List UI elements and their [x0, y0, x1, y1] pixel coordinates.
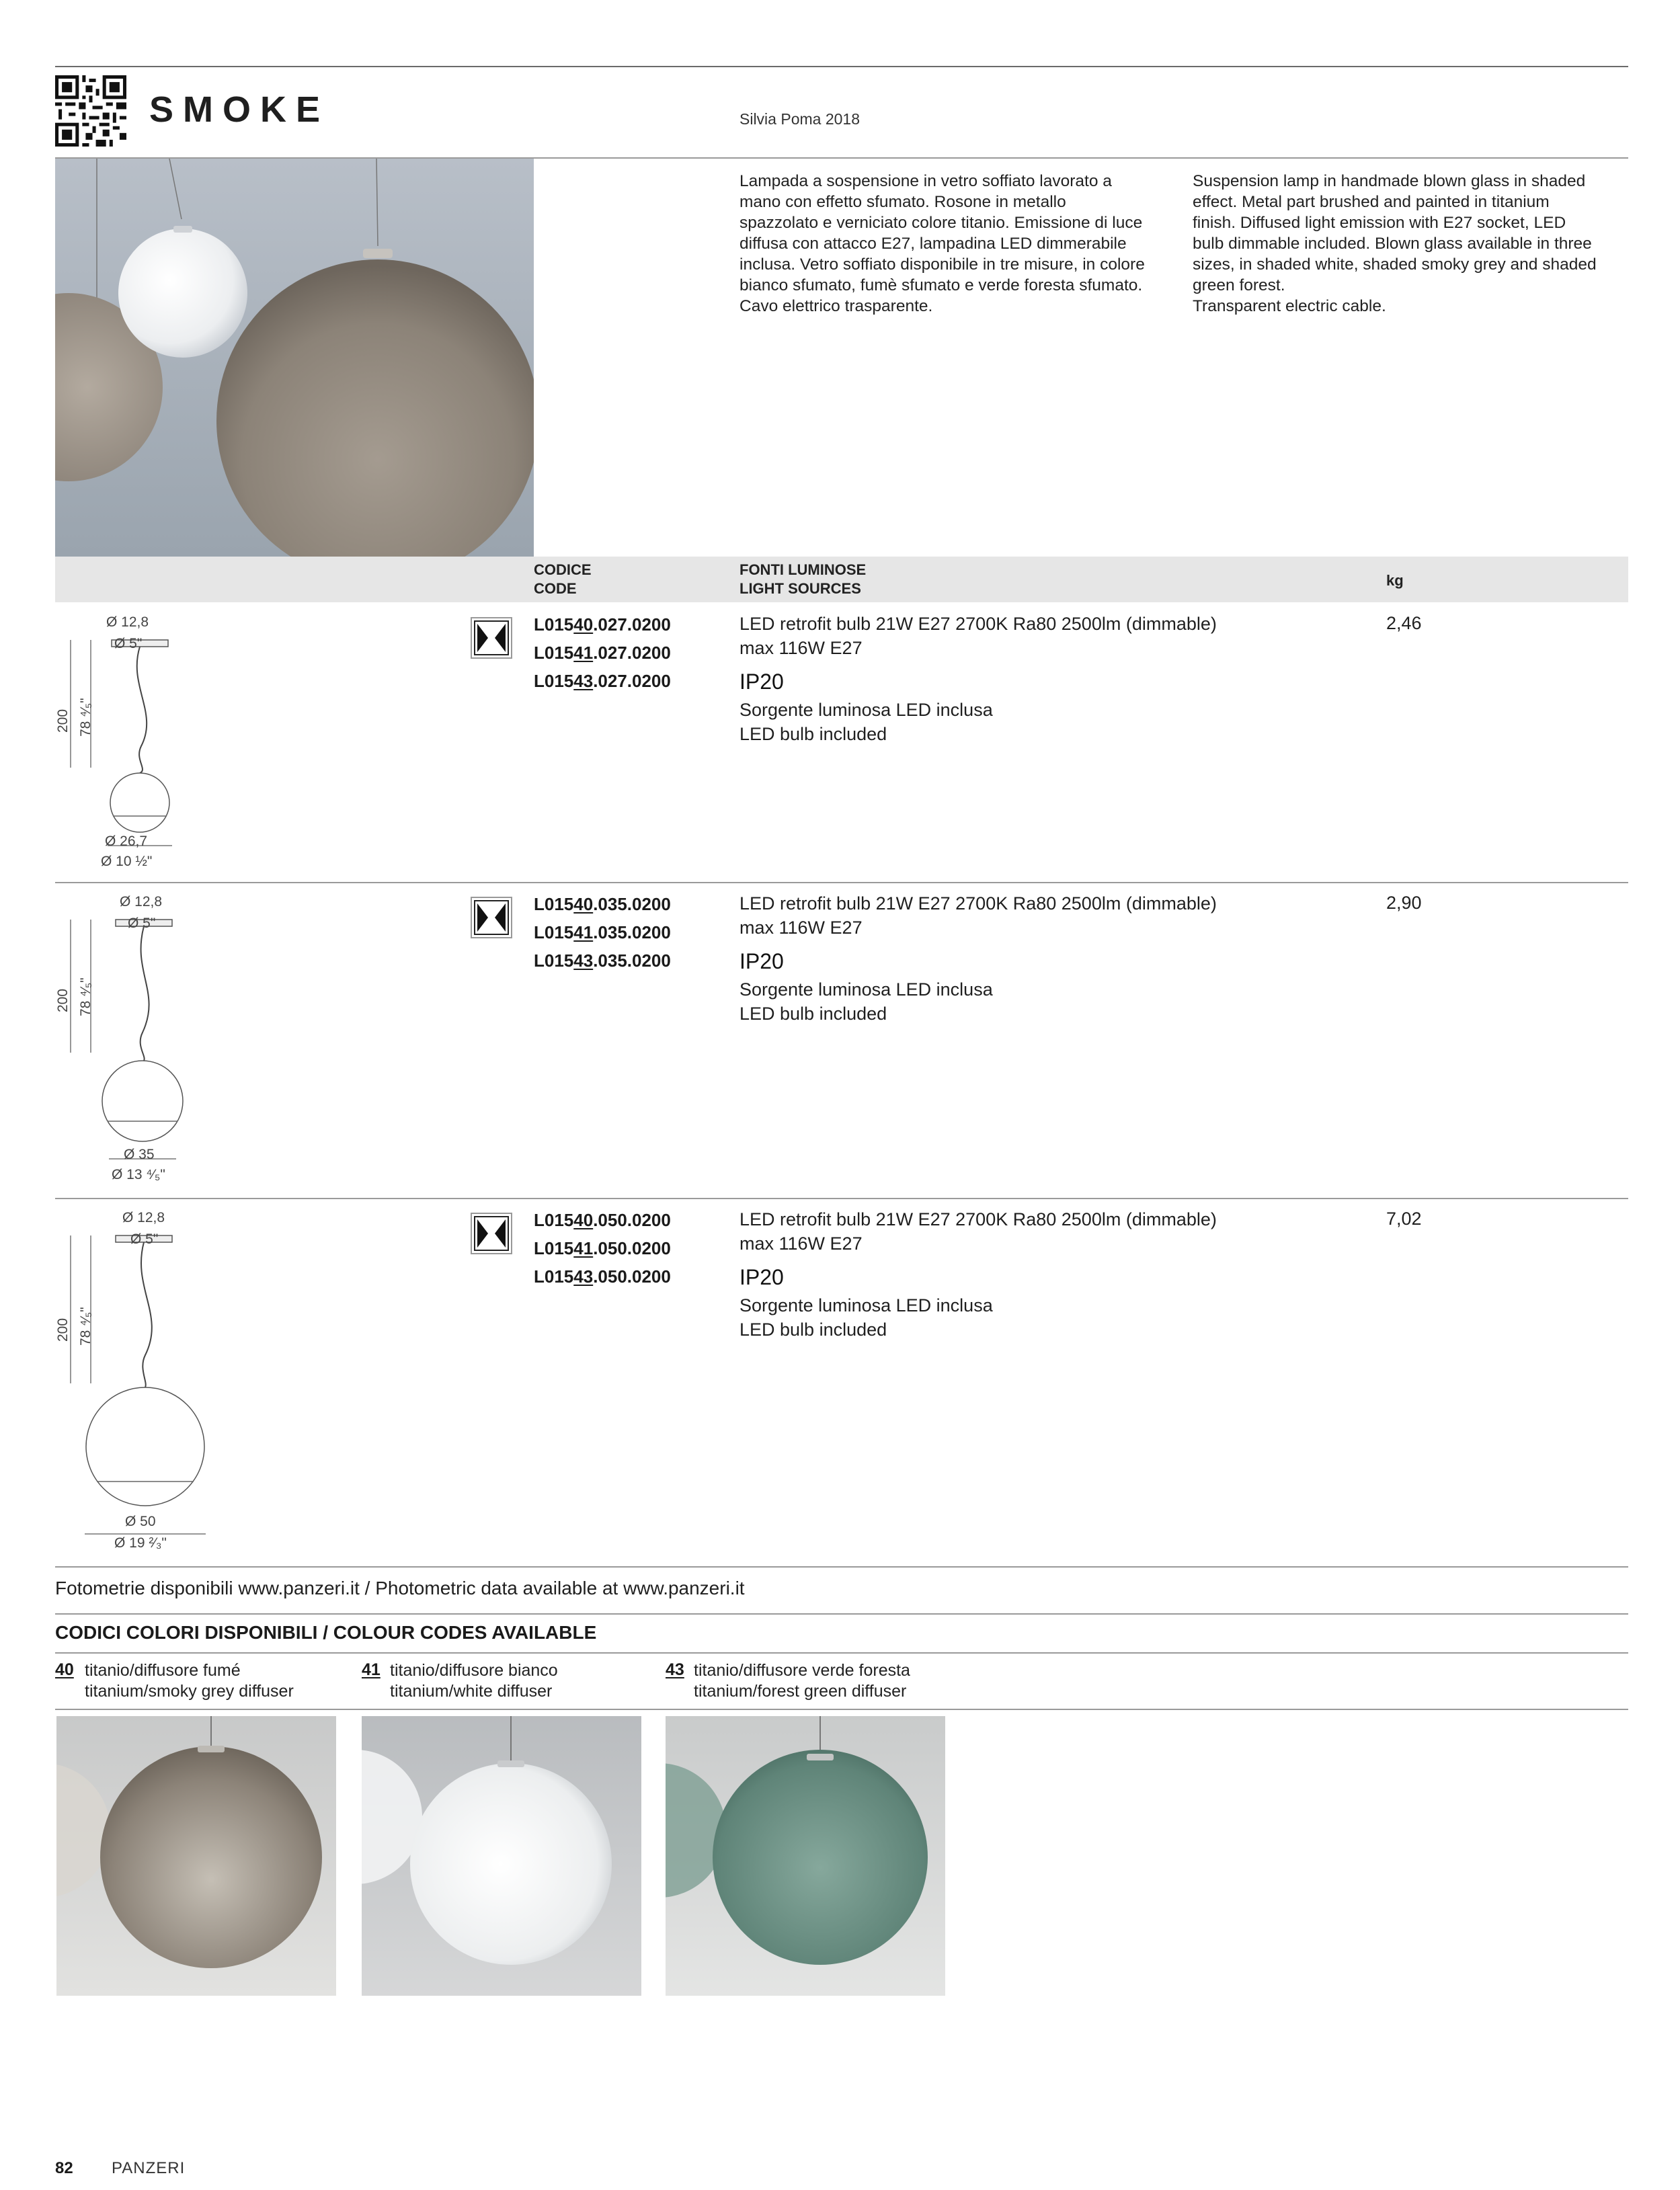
qr-code — [55, 75, 126, 147]
canopy-diameter-in: Ø 5" — [114, 636, 143, 651]
cable-length-in: 78 ⁴⁄₅" — [78, 1307, 93, 1346]
light-source: LED retrofit bulb 21W E27 2700K Ra80 2500lm (dimmable) max 116W E27 IP20 Sorgente luminosa LED inclusa LED bulb included — [739, 614, 1217, 744]
brand-name: PANZERI — [112, 2159, 186, 2177]
white-variant-photo — [362, 1716, 641, 1996]
smoky-grey-variant-photo — [56, 1716, 336, 1996]
weight-value: 2,90 — [1386, 893, 1422, 913]
light-source: LED retrofit bulb 21W E27 2700K Ra80 2500lm (dimmable) max 116W E27 IP20 Sorgente luminosa LED inclusa LED bulb included — [739, 893, 1217, 1024]
page-number: 82 — [55, 2159, 73, 2177]
colour-code: 40 — [55, 1660, 74, 1679]
canopy-diameter-cm: Ø 12,8 — [122, 1210, 165, 1225]
section-divider — [55, 1652, 1628, 1654]
description-italian: Lampada a sospensione in vetro soffiato lavorato a mano con effetto sfumato. Rosone in metallo spazzolato e verniciato colore titanio. Emissione di luce diffusa con attacco E27, lampadina LED dimmerabile inclusa. Vetro soffiato disponibile in tre misure, in colore bianco sfumato, fumè sfumato e verde foresta sfumato. Cavo elettrico trasparente. — [739, 172, 1145, 315]
ip-rating: IP20 — [739, 949, 784, 973]
ip-rating: IP20 — [739, 1265, 784, 1289]
canopy-diameter-cm: Ø 12,8 — [120, 894, 163, 909]
cable-length-cm: 200 — [55, 988, 71, 1012]
row-divider — [55, 1198, 1628, 1199]
colour-code: 43 — [666, 1660, 684, 1679]
product-codes — [534, 890, 671, 975]
product-title: SMOKE — [149, 89, 330, 130]
sources-column-header: FONTI LUMINOSE LIGHT SOURCES — [739, 561, 867, 597]
photometric-note: Fotometrie disponibili www.panzeri.it / Photometric data available at www.panzeri.it — [55, 1578, 745, 1598]
cable-length-in: 78 ⁴⁄₅" — [78, 698, 93, 737]
product-code: L01543.027.0200 — [534, 671, 671, 691]
colour-codes-title: CODICI COLORI DISPONIBILI / COLOUR CODES AVAILABLE — [55, 1622, 597, 1643]
class-ii-insulation-icon — [471, 1213, 512, 1254]
light-source: LED retrofit bulb 21W E27 2700K Ra80 2500lm (dimmable) max 116W E27 IP20 Sorgente luminosa LED inclusa LED bulb included — [739, 1209, 1217, 1340]
dimension-drawing — [34, 1207, 235, 1543]
dimension-drawing — [34, 891, 235, 1187]
class-ii-insulation-icon — [471, 897, 512, 938]
product-codes — [534, 1206, 671, 1291]
product-code: L01541.050.0200 — [534, 1238, 671, 1258]
description-english: Suspension lamp in handmade blown glass in shaded effect. Metal part brushed and painted in titanium finish. Diffused light emission with E27 socket, LED bulb dimmable included. Blown glass available in three sizes, in shaded white, shaded smoky grey and shaded green forest. Transparent electric cable. — [1193, 172, 1597, 315]
colour-description: titanio/diffusore bianco titanium/white diffuser — [390, 1661, 558, 1701]
cable-length-in: 78 ⁴⁄₅" — [78, 977, 93, 1016]
canopy-diameter-cm: Ø 12,8 — [106, 614, 149, 630]
section-divider — [55, 1709, 1628, 1710]
product-code: L01543.050.0200 — [534, 1266, 671, 1287]
colour-description: titanio/diffusore verde foresta titanium/forest green diffuser — [694, 1661, 910, 1701]
product-code: L01540.027.0200 — [534, 614, 671, 635]
cable-length-cm: 200 — [55, 708, 71, 733]
glass-diameter-cm: Ø 35 — [124, 1147, 155, 1162]
product-codes — [534, 610, 671, 695]
class-ii-insulation-icon — [471, 617, 512, 659]
forest-green-variant-photo — [666, 1716, 945, 1996]
glass-diameter-in: Ø 19 ²⁄₃" — [114, 1535, 167, 1551]
hero-product-photo — [55, 159, 534, 557]
product-code: L01540.050.0200 — [534, 1210, 671, 1230]
row-divider — [55, 882, 1628, 883]
colour-description: titanio/diffusore fumé titanium/smoky grey diffuser — [85, 1661, 294, 1701]
glass-diameter-in: Ø 13 ⁴⁄₅" — [112, 1167, 165, 1182]
product-code: L01540.035.0200 — [534, 894, 671, 914]
code-column-header: CODICE CODE — [534, 561, 592, 597]
colour-code: 41 — [362, 1660, 381, 1679]
product-code: L01541.027.0200 — [534, 643, 671, 663]
glass-diameter-in: Ø 10 ½" — [101, 854, 153, 869]
weight-value: 7,02 — [1386, 1209, 1422, 1229]
canopy-diameter-in: Ø 5" — [130, 1231, 159, 1247]
glass-diameter-cm: Ø 26,7 — [105, 834, 148, 849]
ip-rating: IP20 — [739, 670, 784, 694]
glass-diameter-cm: Ø 50 — [125, 1514, 156, 1529]
product-code: L01541.035.0200 — [534, 922, 671, 942]
top-rule — [55, 66, 1628, 67]
weight-value: 2,46 — [1386, 613, 1422, 633]
cable-length-cm: 200 — [55, 1317, 71, 1342]
product-code: L01543.035.0200 — [534, 950, 671, 971]
weight-column-header: kg — [1386, 572, 1404, 589]
row-divider — [55, 1566, 1628, 1568]
designer-year: Silvia Poma 2018 — [739, 110, 860, 128]
canopy-diameter-in: Ø 5" — [128, 916, 156, 931]
section-divider — [55, 1613, 1628, 1615]
